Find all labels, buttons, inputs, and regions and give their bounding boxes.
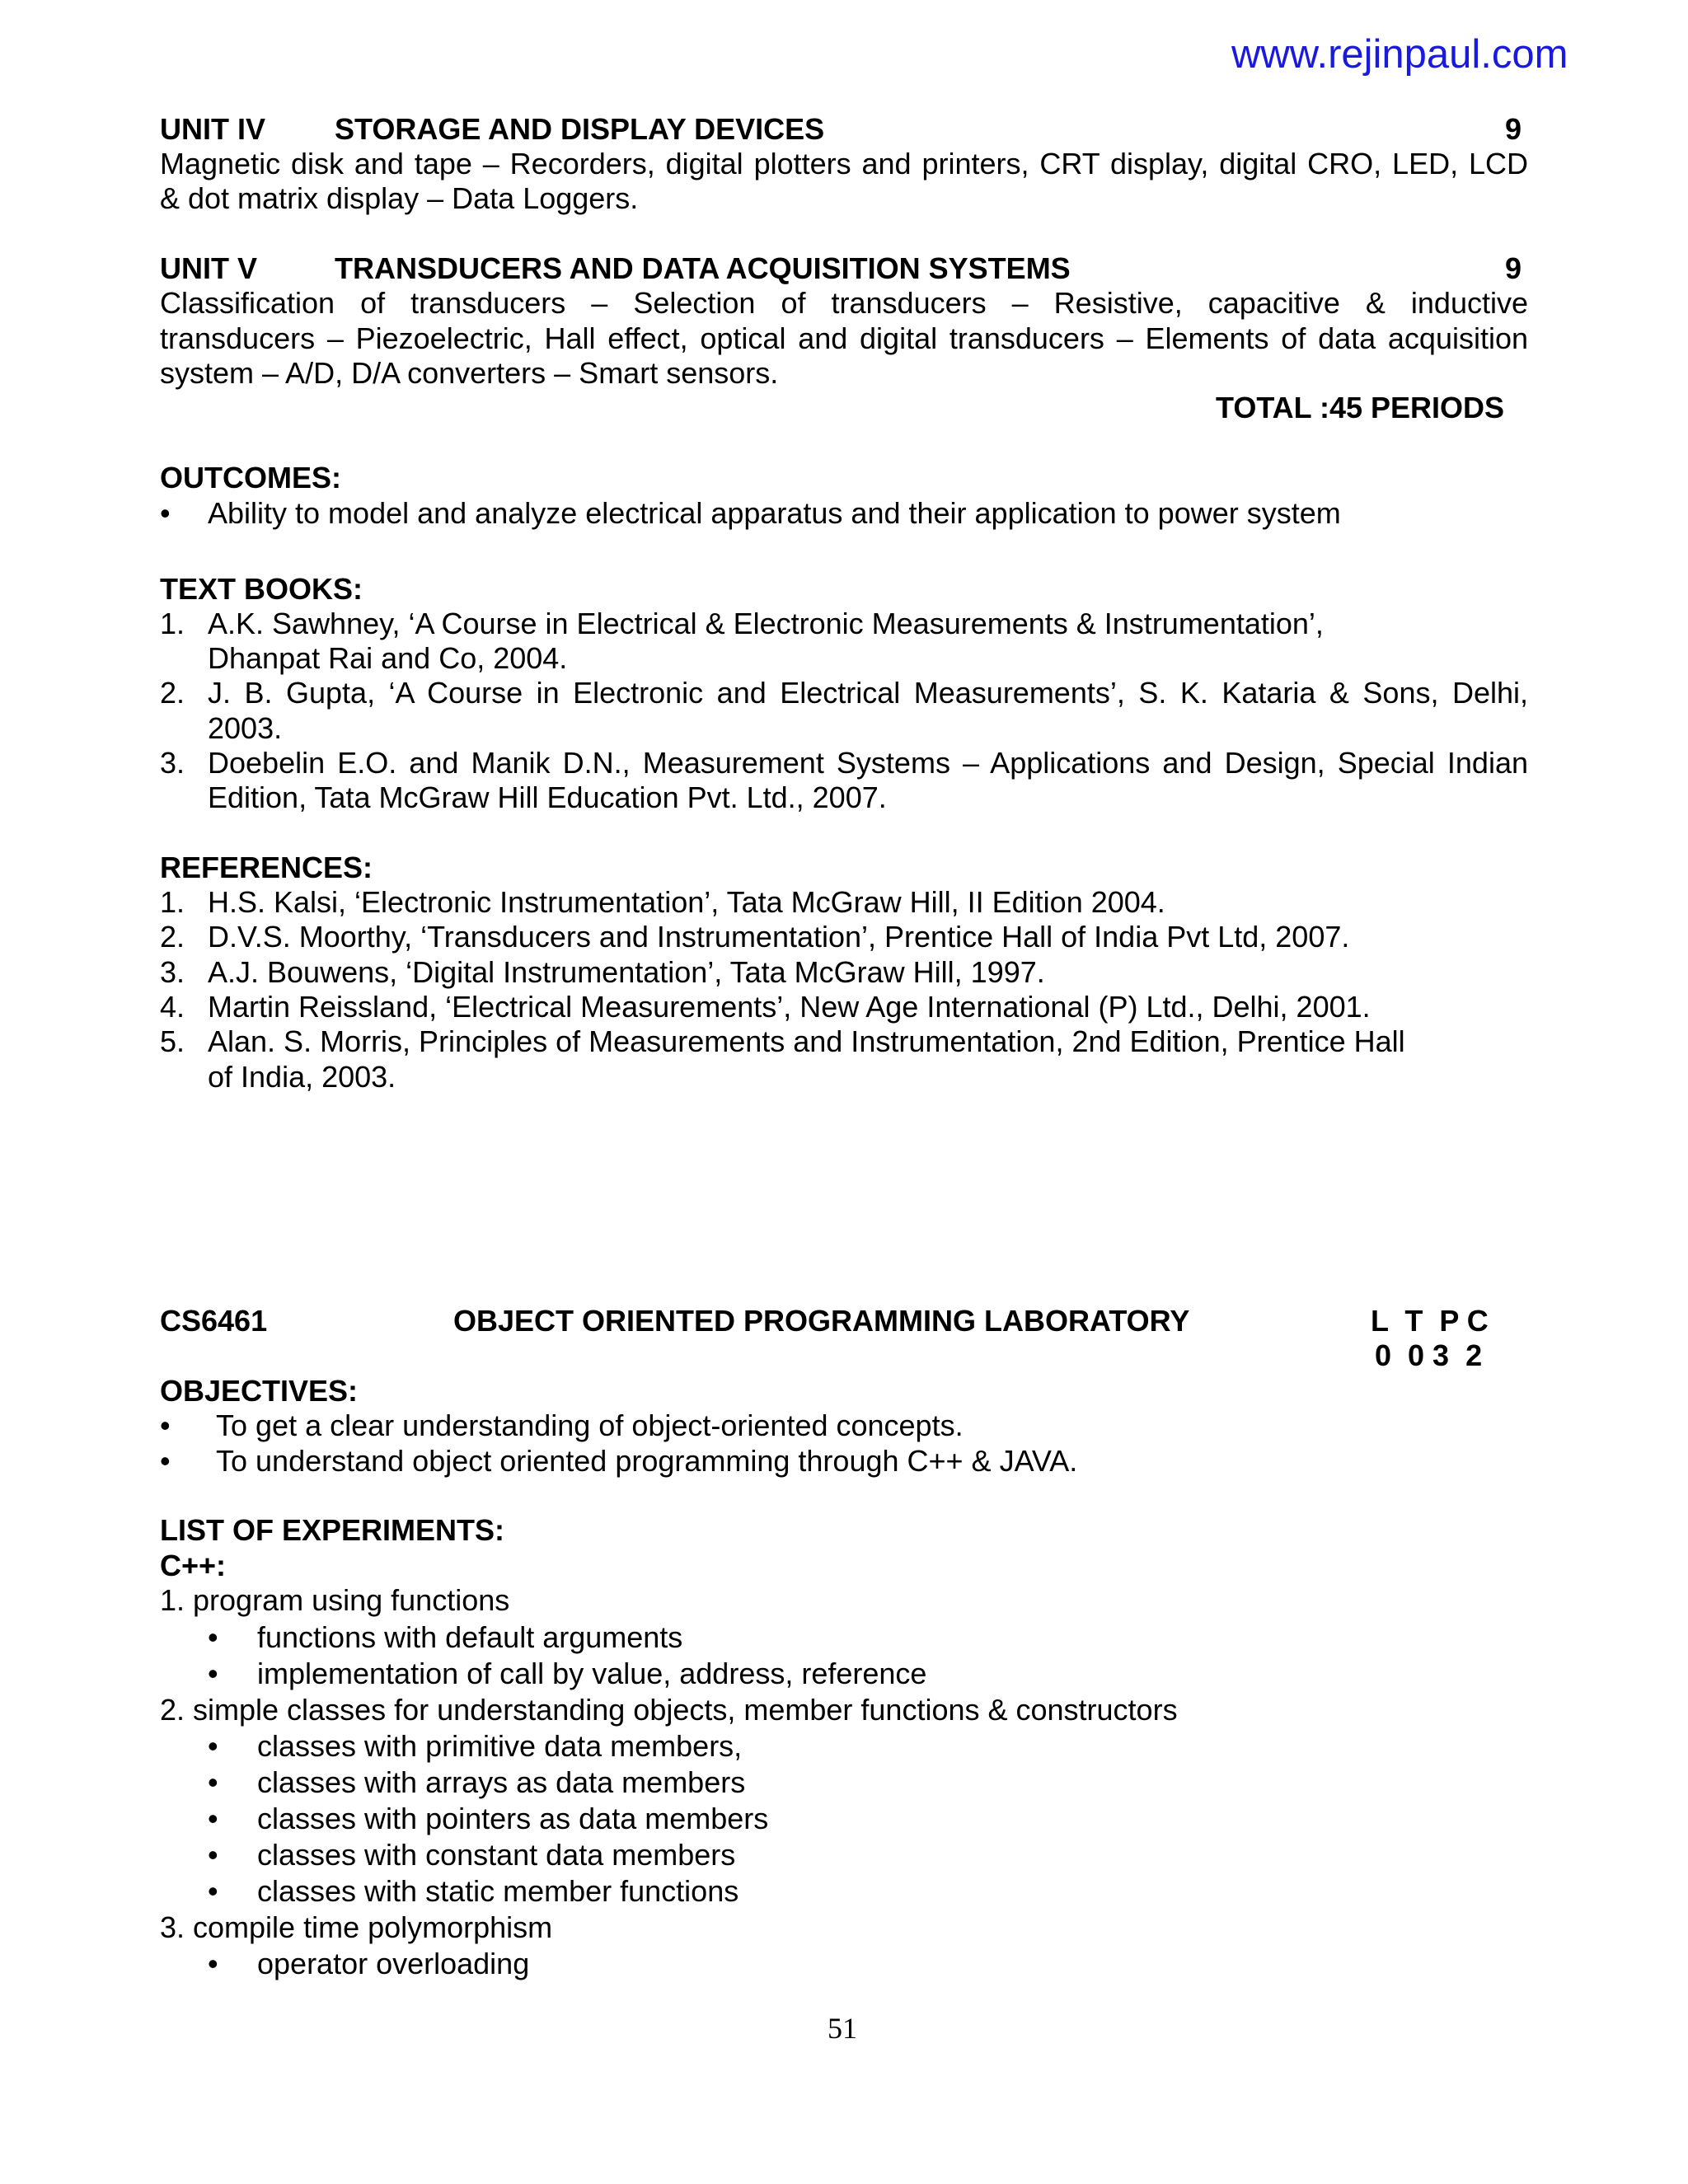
- experiment-item: operator overloading: [257, 1947, 530, 1980]
- outcome-bullet: •: [160, 496, 171, 530]
- text-book-line: Dhanpat Rai and Co, 2004.: [208, 641, 568, 675]
- text-book-number: 2.: [160, 676, 185, 710]
- reference-line: A.J. Bouwens, ‘Digital Instrumentation’, Tata McGraw Hill, 1997.: [208, 955, 1045, 989]
- objective-bullet: •: [160, 1444, 171, 1478]
- experiment-item: implementation of call by value, address, reference: [257, 1657, 927, 1690]
- objective-bullet: •: [160, 1408, 171, 1442]
- unit-v-label: UNIT V: [160, 251, 258, 285]
- course-code: CS6461: [160, 1304, 268, 1338]
- cpp-subheading: C++:: [160, 1549, 227, 1582]
- experiment-item: classes with primitive data members,: [257, 1729, 743, 1763]
- reference-line: of India, 2003.: [208, 1060, 396, 1094]
- text-book-line: 2003.: [208, 711, 283, 745]
- reference-line: Martin Reissland, ‘Electrical Measurements’, New Age International (P) Ltd., Delhi, 2001.: [208, 990, 1371, 1024]
- experiment-item: classes with constant data members: [257, 1838, 736, 1872]
- reference-line: H.S. Kalsi, ‘Electronic Instrumentation’, Tata McGraw Hill, II Edition 2004.: [208, 885, 1165, 919]
- unit-iv-hours: 9: [1505, 112, 1522, 146]
- reference-number: 5.: [160, 1024, 185, 1058]
- ltpc-labels: L T P C: [1371, 1304, 1489, 1338]
- objective-item: To get a clear understanding of object-oriented concepts.: [216, 1408, 964, 1442]
- text-books-heading: TEXT BOOKS:: [160, 572, 363, 606]
- unit-v-line-2: transducers – Piezoelectric, Hall effect, optical and digital transducers – Elements of data acquisition: [160, 321, 1528, 355]
- text-book-line: A.K. Sawhney, ‘A Course in Electrical & Electronic Measurements & Instrumentation’,: [208, 607, 1324, 640]
- experiment-item: classes with static member functions: [257, 1874, 739, 1908]
- reference-number: 3.: [160, 955, 185, 989]
- text-book-line: Doebelin E.O. and Manik D.N., Measurement Systems – Applications and Design, Special Indian: [208, 746, 1528, 780]
- reference-line: D.V.S. Moorthy, ‘Transducers and Instrumentation’, Prentice Hall of India Pvt Ltd, 2007.: [208, 920, 1350, 954]
- reference-line: Alan. S. Morris, Principles of Measurements and Instrumentation, 2nd Edition, Prentice Hall: [208, 1024, 1405, 1058]
- outcome-item: Ability to model and analyze electrical apparatus and their application to power system: [208, 496, 1341, 530]
- unit-iv-title: STORAGE AND DISPLAY DEVICES: [335, 112, 825, 146]
- experiment-bullet: •: [208, 1838, 218, 1872]
- experiments-heading: LIST OF EXPERIMENTS:: [160, 1513, 505, 1547]
- experiment-item: classes with pointers as data members: [257, 1802, 769, 1835]
- experiment-bullet: •: [208, 1802, 218, 1835]
- objective-item: To understand object oriented programming through C++ & JAVA.: [216, 1444, 1078, 1478]
- reference-number: 2.: [160, 920, 185, 954]
- outcomes-heading: OUTCOMES:: [160, 461, 341, 494]
- unit-v-title: TRANSDUCERS AND DATA ACQUISITION SYSTEMS: [335, 251, 1071, 285]
- text-book-line: Edition, Tata McGraw Hill Education Pvt. Ltd., 2007.: [208, 780, 887, 814]
- watermark-link[interactable]: www.rejinpaul.com: [1231, 32, 1568, 77]
- course-title: OBJECT ORIENTED PROGRAMMING LABORATORY: [453, 1304, 1190, 1338]
- text-book-number: 3.: [160, 746, 185, 780]
- unit-iv-line-1: Magnetic disk and tape – Recorders, digital plotters and printers, CRT display, digital CRO, LED, LCD: [160, 147, 1528, 180]
- experiment-bullet: •: [208, 1947, 218, 1980]
- text-book-number: 1.: [160, 607, 185, 640]
- experiment-group-title: 3. compile time polymorphism: [160, 1910, 553, 1944]
- experiment-bullet: •: [208, 1620, 218, 1654]
- text-book-line: J. B. Gupta, ‘A Course in Electronic and Electrical Measurements’, S. K. Kataria & Sons, Delhi,: [208, 676, 1528, 710]
- ltpc-values: 0 0 3 2: [1375, 1338, 1483, 1372]
- references-heading: REFERENCES:: [160, 851, 373, 884]
- unit-v-line-1: Classification of transducers – Selection of transducers – Resistive, capacitive & inductive: [160, 286, 1528, 320]
- experiment-bullet: •: [208, 1657, 218, 1690]
- experiment-item: functions with default arguments: [257, 1620, 683, 1654]
- experiment-item: classes with arrays as data members: [257, 1765, 746, 1799]
- reference-number: 1.: [160, 885, 185, 919]
- reference-number: 4.: [160, 990, 185, 1024]
- experiment-group-title: 1. program using functions: [160, 1583, 510, 1617]
- experiment-group-title: 2. simple classes for understanding objects, member functions & constructors: [160, 1693, 1178, 1727]
- total-periods: TOTAL :45 PERIODS: [1216, 391, 1505, 424]
- unit-iv-label: UNIT IV: [160, 112, 266, 146]
- unit-v-hours: 9: [1505, 251, 1522, 285]
- unit-iv-line-2: & dot matrix display – Data Loggers.: [160, 181, 639, 215]
- objectives-heading: OBJECTIVES:: [160, 1374, 359, 1408]
- experiment-bullet: •: [208, 1874, 218, 1908]
- unit-v-line-3: system – A/D, D/A converters – Smart sensors.: [160, 356, 779, 390]
- page-number: 51: [828, 2012, 857, 2045]
- experiment-bullet: •: [208, 1729, 218, 1763]
- experiment-bullet: •: [208, 1765, 218, 1799]
